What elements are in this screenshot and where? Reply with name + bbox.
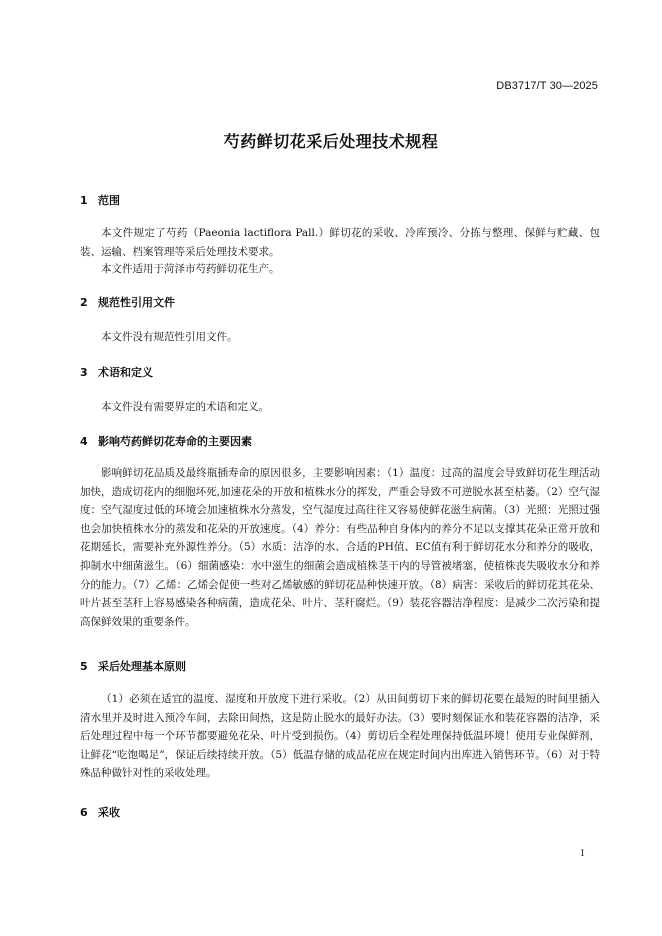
section-number: 6 xyxy=(80,806,88,819)
section-title: 采收 xyxy=(98,806,120,819)
section-title: 影响芍药鲜切花寿命的主要因素 xyxy=(98,435,252,448)
paragraph: 本文件规定了芍药（Paeonia lactiflora Pall.）鲜切花的采收、冷库预冷、分拣与整理、保鲜与贮藏、包装、运输、档案管理等采后处理技术要求。 xyxy=(80,227,600,258)
section-heading-terms xyxy=(80,364,153,380)
document-code: DB3717/T 30—2025 xyxy=(496,80,598,92)
section-heading-lifespan-factors xyxy=(80,433,252,449)
section-title: 术语和定义 xyxy=(98,366,153,379)
section-title: 范围 xyxy=(98,194,120,207)
section-number: 3 xyxy=(80,366,88,379)
section-number: 1 xyxy=(80,194,88,207)
section-heading-scope xyxy=(80,192,120,208)
document-title: 芍药鲜切花采后处理技术规程 xyxy=(223,132,439,151)
paragraph: 本文件没有需要界定的术语和定义。 xyxy=(101,401,269,413)
section-title: 规范性引用文件 xyxy=(98,296,175,309)
page-number: 1 xyxy=(580,848,585,859)
section-title: 采后处理基本原则 xyxy=(98,660,186,673)
section-heading-basic-principles xyxy=(80,658,186,674)
paragraph: 本文件没有规范性引用文件。 xyxy=(101,331,238,343)
section-number: 2 xyxy=(80,296,88,309)
section-number: 5 xyxy=(80,660,88,673)
section-heading-harvesting xyxy=(80,804,120,820)
paragraph: 本文件适用于菏泽市芍药鲜切花生产。 xyxy=(101,263,280,275)
paragraph: （1）必须在适宜的温度、湿度和开放度下进行采收。（2）从田间剪切下来的鲜切花要在最短的时间里插入清水里并及时进入预冷车间，去除田间热，这是防止脱水的最好办法。（3）要时刻保证水和装花容器的洁净，采后处理过程中每一个环节都要避免花朵、叶片受到损伤。（4）剪切后全程处理保持低温环境！使用专业保鲜剂，让鲜花“吃饱喝足”，保证后续持续开放。（5）低温存储的成品花应在规定时间内出库进入销售环节。（6）对于特殊品种做针对性的采收处理。 xyxy=(80,693,600,780)
section-heading-normative-references xyxy=(80,294,175,310)
section-number: 4 xyxy=(80,435,88,448)
paragraph: 影响鲜切花品质及最终瓶插寿命的原因很多，主要影响因素：（1）温度：过高的温度会导致鲜切花生理活动加快，造成切花内的细胞坏死,加速花朵的开放和植株水分的挥发，严重会导致不可逆脱水甚至枯萎。（2）空气湿度：空气湿度过低的环境会加速植株水分蒸发，空气湿度过高往往又容易使鲜花滋生病菌。（3）光照：光照过强也会加快植株水分的蒸发和花朵的开放速度。（4）养分：有些品种自身体内的养分不足以支撑其花朵正常开放和花期延长，需要补充外源性养分。（5）水质：洁净的水、合适的PH值、EC值有利于鲜切花水分和养分的吸收，抑制水中细菌滋生。（6）细菌感染：水中滋生的细菌会造成植株茎干内的导管被堵塞，使植株丧失吸收水分和养分的能力。（7）乙烯：乙烯会促使一些对乙烯敏感的鲜切花品种快速开放。（8）病害：采收后的鲜切花其花朵、叶片甚至茎秆上容易感染各种病菌，造成花朵、叶片、茎秆腐烂。（9）装花容器洁净程度：是减少二次污染和提高保鲜效果的重要条件。 xyxy=(80,467,600,628)
